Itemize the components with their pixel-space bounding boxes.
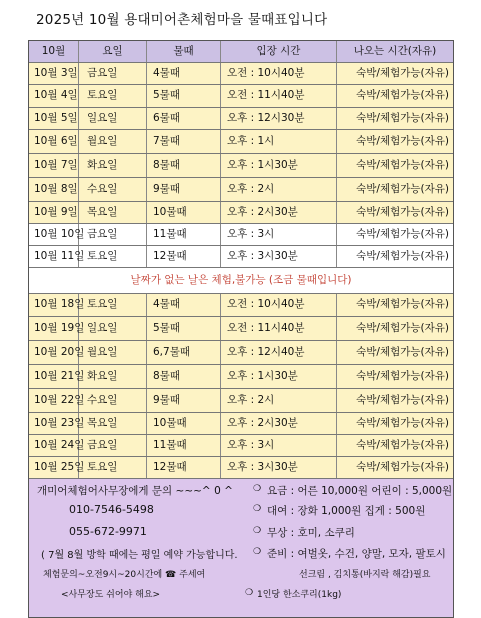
cell-date: 10월 3일 — [29, 63, 79, 84]
cell-date: 10월 8일 — [29, 178, 79, 201]
cell-weekday: 토요일 — [79, 457, 147, 478]
cell-date: 10월 24일 — [29, 435, 79, 456]
cell-tide: 4물때 — [147, 294, 221, 315]
cell-weekday: 화요일 — [79, 154, 147, 177]
cell-entry: 오후 : 2시 — [221, 178, 337, 201]
cell-exit: 숙박/체험가능(자유) — [356, 205, 449, 218]
cell-tide: 5물때 — [147, 317, 221, 340]
cell-tide: 9물때 — [147, 389, 221, 412]
cell-entry: 오후 : 2시30분 — [221, 202, 337, 223]
cell-weekday: 금요일 — [79, 63, 147, 84]
table-row — [29, 365, 453, 389]
cell-exit: 숙박/체험가능(자유) — [356, 321, 449, 334]
cell-tide: 10물때 — [147, 413, 221, 434]
cell-weekday: 월요일 — [79, 130, 147, 153]
cell-weekday: 목요일 — [79, 413, 147, 434]
cell-entry: 오후 : 12시40분 — [221, 341, 337, 364]
header-month: 10월 — [29, 41, 79, 62]
cell-date: 10월 20일 — [29, 341, 79, 364]
cell-date: 10월 25일 — [29, 457, 79, 478]
cell-tide: 6물때 — [147, 108, 221, 129]
table-row — [29, 413, 453, 435]
cell-exit: 숙박/체험가능(자유) — [356, 158, 449, 171]
cell-entry: 오후 : 3시 — [221, 435, 337, 456]
cell-tide: 12물때 — [147, 246, 221, 267]
cell-weekday: 목요일 — [79, 202, 147, 223]
cell-weekday: 일요일 — [79, 108, 147, 129]
cell-tide: 4물때 — [147, 63, 221, 84]
limit-line: 1인당 한소쿠리(1kg) — [257, 590, 342, 601]
no-tide-notice: 날짜가 없는 날은 체험,불가능 (조금 물때입니다) — [29, 268, 453, 294]
cell-entry: 오전 : 10시40분 — [221, 63, 337, 84]
bullet-icon: ❍ — [253, 526, 262, 537]
cell-weekday: 금요일 — [79, 224, 147, 245]
table-row — [29, 108, 453, 130]
cell-weekday: 수요일 — [79, 389, 147, 412]
cell-entry: 오전 : 11시40분 — [221, 85, 337, 106]
table-row — [29, 341, 453, 365]
page-title: 2025년 10월 용대미어촌체험마을 물때표입니다 — [36, 12, 328, 28]
cell-entry: 오후 : 1시30분 — [221, 154, 337, 177]
cell-entry: 오전 : 11시40분 — [221, 317, 337, 340]
table-row — [29, 224, 453, 246]
cell-date: 10월 18일 — [29, 294, 79, 315]
cell-exit: 숙박/체험가능(자유) — [356, 369, 449, 382]
cell-tide: 12물때 — [147, 457, 221, 478]
cell-date: 10월 9일 — [29, 202, 79, 223]
cell-tide: 11물때 — [147, 224, 221, 245]
phone-mobile: 010-7546-5498 — [69, 503, 154, 517]
table-row — [29, 435, 453, 457]
cell-date: 10월 11일 — [29, 246, 79, 267]
phone-office: 055-672-9971 — [69, 525, 147, 539]
info-panel — [29, 479, 453, 617]
cell-entry: 오후 : 3시30분 — [221, 457, 337, 478]
cell-exit: 숙박/체험가능(자유) — [356, 89, 449, 102]
cell-entry: 오후 : 1시30분 — [221, 365, 337, 388]
note-vacation: ( 7월 8월 방학 때에는 평일 예약 가능합니다. — [41, 550, 238, 562]
cell-exit: 숙박/체험가능(자유) — [356, 438, 449, 451]
table-row — [29, 294, 453, 316]
cell-exit: 숙박/체험가능(자유) — [356, 393, 449, 406]
note-hours: 체험문의~오전9시~20시간에 ☎ 주세여 — [43, 570, 206, 581]
cell-date: 10월 6일 — [29, 130, 79, 153]
header-exit-time: 나오는 시간(자유) — [353, 45, 437, 57]
cell-exit: 숙박/체험가능(자유) — [356, 67, 449, 80]
table-row — [29, 154, 453, 178]
cell-tide: 10물때 — [147, 202, 221, 223]
cell-weekday: 월요일 — [79, 341, 147, 364]
cell-entry: 오후 : 2시 — [221, 389, 337, 412]
header-day: 요일 — [79, 41, 147, 62]
table-row — [29, 202, 453, 224]
fee-line: 요금 : 어른 10,000원 어린이 : 5,000원 — [267, 485, 453, 498]
rental-line: 대여 : 장화 1,000원 집게 : 500원 — [267, 505, 426, 518]
cell-exit: 숙박/체험가능(자유) — [356, 345, 449, 358]
cell-exit: 숙박/체험가능(자유) — [356, 182, 449, 195]
table-row — [29, 63, 453, 85]
table-row — [29, 246, 453, 268]
cell-date: 10월 4일 — [29, 85, 79, 106]
free-line: 무상 : 호미, 소쿠리 — [267, 527, 355, 540]
cell-tide: 6,7물때 — [147, 341, 221, 364]
table-row — [29, 85, 453, 107]
cell-date: 10월 21일 — [29, 365, 79, 388]
bullet-icon: ❍ — [253, 484, 262, 495]
cell-date: 10월 22일 — [29, 389, 79, 412]
cell-tide: 8물때 — [147, 154, 221, 177]
table-row — [29, 130, 453, 154]
prep-line: 준비 : 여벌옷, 수건, 양말, 모자, 팔토시 — [267, 548, 446, 561]
cell-weekday: 토요일 — [79, 246, 147, 267]
table-row — [29, 389, 453, 413]
cell-entry: 오전 : 10시40분 — [221, 294, 337, 315]
cell-date: 10월 19일 — [29, 317, 79, 340]
bullet-icon: ❍ — [253, 504, 262, 515]
cell-weekday: 토요일 — [79, 85, 147, 106]
cell-date: 10월 10일 — [29, 224, 79, 245]
cell-entry: 오후 : 3시 — [221, 224, 337, 245]
cell-tide: 5물때 — [147, 85, 221, 106]
cell-weekday: 금요일 — [79, 435, 147, 456]
cell-entry: 오후 : 2시30분 — [221, 413, 337, 434]
cell-entry: 오후 : 1시 — [221, 130, 337, 153]
cell-exit: 숙박/체험가능(자유) — [356, 298, 449, 311]
contact-line: 개미어체험어사무장에게 문의 ~~~^ 0 ^ — [37, 485, 233, 498]
cell-tide: 11물때 — [147, 435, 221, 456]
prep-line-2: 선크림 , 김치통(바지락 해감)필요 — [299, 570, 431, 581]
note-rest: <사무장도 쉬어야 해요> — [61, 590, 161, 601]
cell-date: 10월 23일 — [29, 413, 79, 434]
cell-exit: 숙박/체험가능(자유) — [356, 460, 449, 473]
bullet-icon: ❍ — [253, 547, 262, 558]
cell-exit: 숙박/체험가능(자유) — [356, 250, 449, 263]
cell-tide: 9물때 — [147, 178, 221, 201]
cell-weekday: 토요일 — [79, 294, 147, 315]
table-row — [29, 457, 453, 479]
header-entry-time: 입장 시간 — [221, 41, 337, 62]
cell-date: 10월 5일 — [29, 108, 79, 129]
cell-date: 10월 7일 — [29, 154, 79, 177]
cell-entry: 오후 : 12시30분 — [221, 108, 337, 129]
table-row — [29, 317, 453, 341]
cell-weekday: 일요일 — [79, 317, 147, 340]
tide-schedule-table — [28, 40, 454, 618]
table-row — [29, 178, 453, 202]
table-header-row — [29, 41, 453, 63]
cell-exit: 숙박/체험가능(자유) — [356, 134, 449, 147]
cell-exit: 숙박/체험가능(자유) — [356, 416, 449, 429]
cell-exit: 숙박/체험가능(자유) — [356, 227, 449, 240]
cell-exit: 숙박/체험가능(자유) — [356, 111, 449, 124]
bullet-icon: ❍ — [245, 588, 254, 599]
cell-weekday: 화요일 — [79, 365, 147, 388]
cell-entry: 오후 : 3시30분 — [221, 246, 337, 267]
cell-weekday: 수요일 — [79, 178, 147, 201]
cell-tide: 7물때 — [147, 130, 221, 153]
header-tide: 물때 — [147, 41, 221, 62]
cell-tide: 8물때 — [147, 365, 221, 388]
